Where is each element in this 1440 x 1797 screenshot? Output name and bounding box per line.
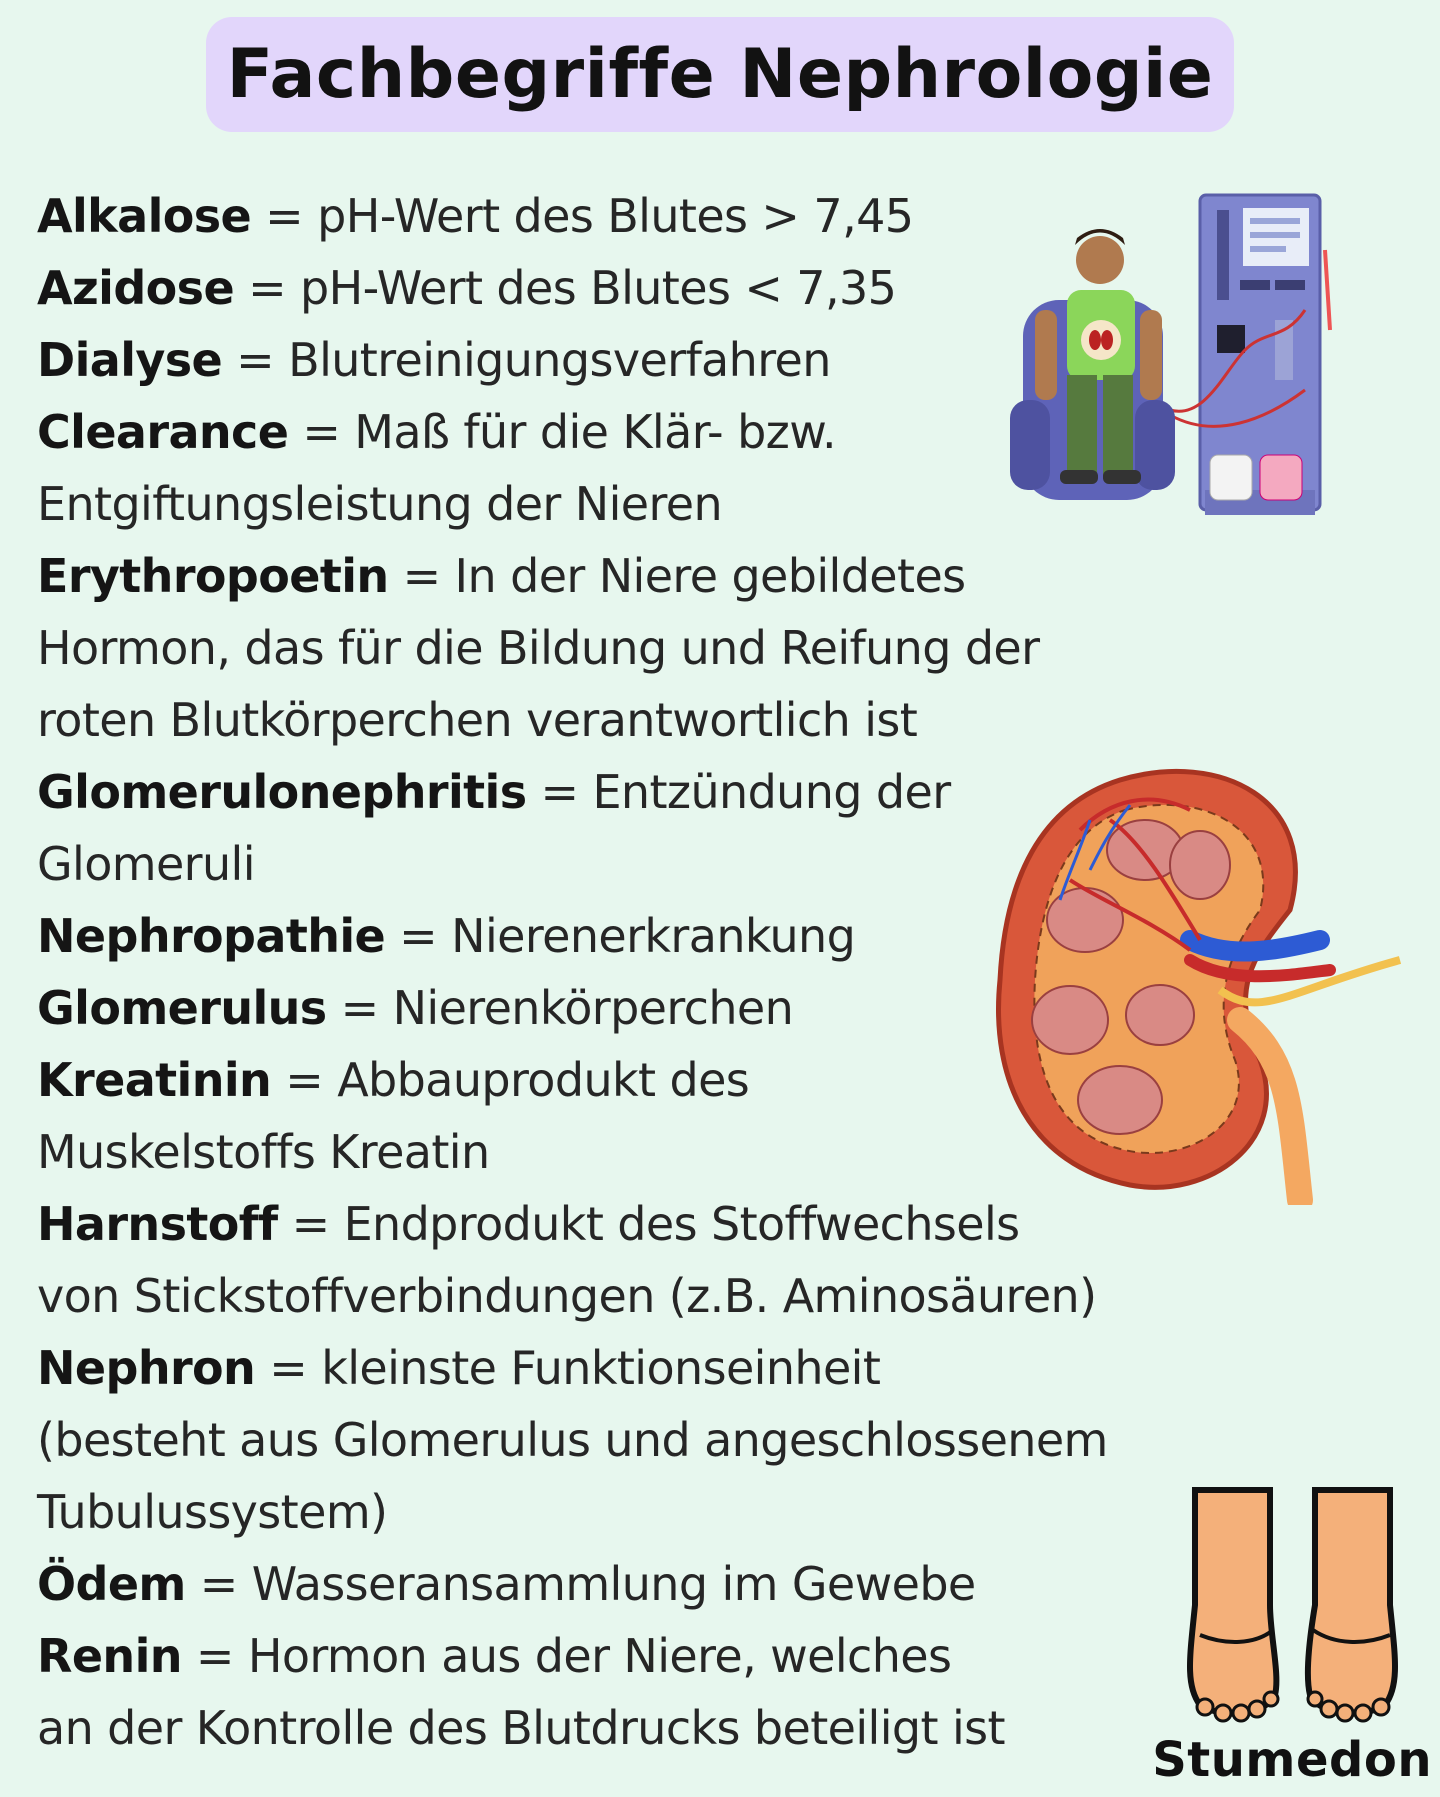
glossary-definition: = In der Niere gebildetes: [388, 549, 966, 603]
glossary-line: [37, 1620, 1237, 1692]
glossary-definition: = Nierenerkrankung: [385, 909, 856, 963]
glossary-definition: an der Kontrolle des Blutdrucks beteiligt ist: [37, 1701, 1005, 1755]
glossary-definition: Tubulussystem): [37, 1485, 388, 1539]
glossary-definition: = Abbauprodukt des: [271, 1053, 750, 1107]
title-banner: [206, 17, 1234, 132]
glossary-definition: = kleinste Funktionseinheit: [255, 1341, 881, 1395]
glossary-definition: = Wasseransammlung im Gewebe: [185, 1557, 976, 1611]
glossary-line: [37, 1332, 1237, 1404]
glossary-definition: Muskelstoffs Kreatin: [37, 1125, 490, 1179]
glossary-line: [37, 1548, 1237, 1620]
glossary-definition: = Endprodukt des Stoffwechsels: [277, 1197, 1020, 1251]
glossary-term: Renin: [37, 1629, 182, 1683]
glossary-definition: Glomeruli: [37, 837, 255, 891]
kidney-cross-section-illustration: [990, 760, 1410, 1205]
glossary-definition: = Blutreinigungsverfahren: [222, 333, 831, 387]
page-title: Fachbegriffe Nephrologie: [226, 35, 1214, 114]
glossary-definition: Entgiftungsleistung der Nieren: [37, 477, 723, 531]
glossary-definition: = Entzündung der: [526, 765, 951, 819]
glossary-definition: = pH-Wert des Blutes < 7,35: [234, 261, 897, 315]
glossary-term: Glomerulonephritis: [37, 765, 527, 819]
glossary-definition: (besteht aus Glomerulus und angeschlossenem: [37, 1413, 1108, 1467]
glossary-definition: = Hormon aus der Niere, welches: [181, 1629, 952, 1683]
glossary-term: Erythropoetin: [37, 549, 389, 603]
glossary-line: [37, 1476, 1237, 1548]
glossary-term: Dialyse: [37, 333, 223, 387]
glossary-definition: roten Blutkörperchen verantwortlich ist: [37, 693, 918, 747]
glossary-line: [37, 540, 1237, 612]
glossary-term: Nephropathie: [37, 909, 386, 963]
glossary-line: [37, 684, 1237, 756]
swollen-feet-illustration: [1185, 1485, 1400, 1725]
glossary-term: Alkalose: [37, 189, 252, 243]
glossary-definition: = Maß für die Klär- bzw.: [288, 405, 837, 459]
glossary-line: [37, 612, 1237, 684]
dialysis-patient-illustration: [1005, 190, 1375, 535]
glossary-definition: = Nierenkörperchen: [326, 981, 794, 1035]
glossary-definition: = pH-Wert des Blutes > 7,45: [251, 189, 914, 243]
glossary-line: [37, 1692, 1237, 1764]
glossary-line: [37, 1404, 1237, 1476]
brand-logo-text: Stumedon: [1152, 1732, 1432, 1788]
glossary-term: Clearance: [37, 405, 289, 459]
glossary-definition: von Stickstoffverbindungen (z.B. Aminosäuren): [37, 1269, 1097, 1323]
glossary-term: Kreatinin: [37, 1053, 272, 1107]
glossary-definition: Hormon, das für die Bildung und Reifung der: [37, 621, 1040, 675]
glossary-term: Glomerulus: [37, 981, 327, 1035]
glossary-term: Harnstoff: [37, 1197, 278, 1251]
glossary-term: Nephron: [37, 1341, 256, 1395]
glossary-line: [37, 1260, 1237, 1332]
glossary-term: Azidose: [37, 261, 235, 315]
glossary-term: Ödem: [37, 1557, 186, 1611]
